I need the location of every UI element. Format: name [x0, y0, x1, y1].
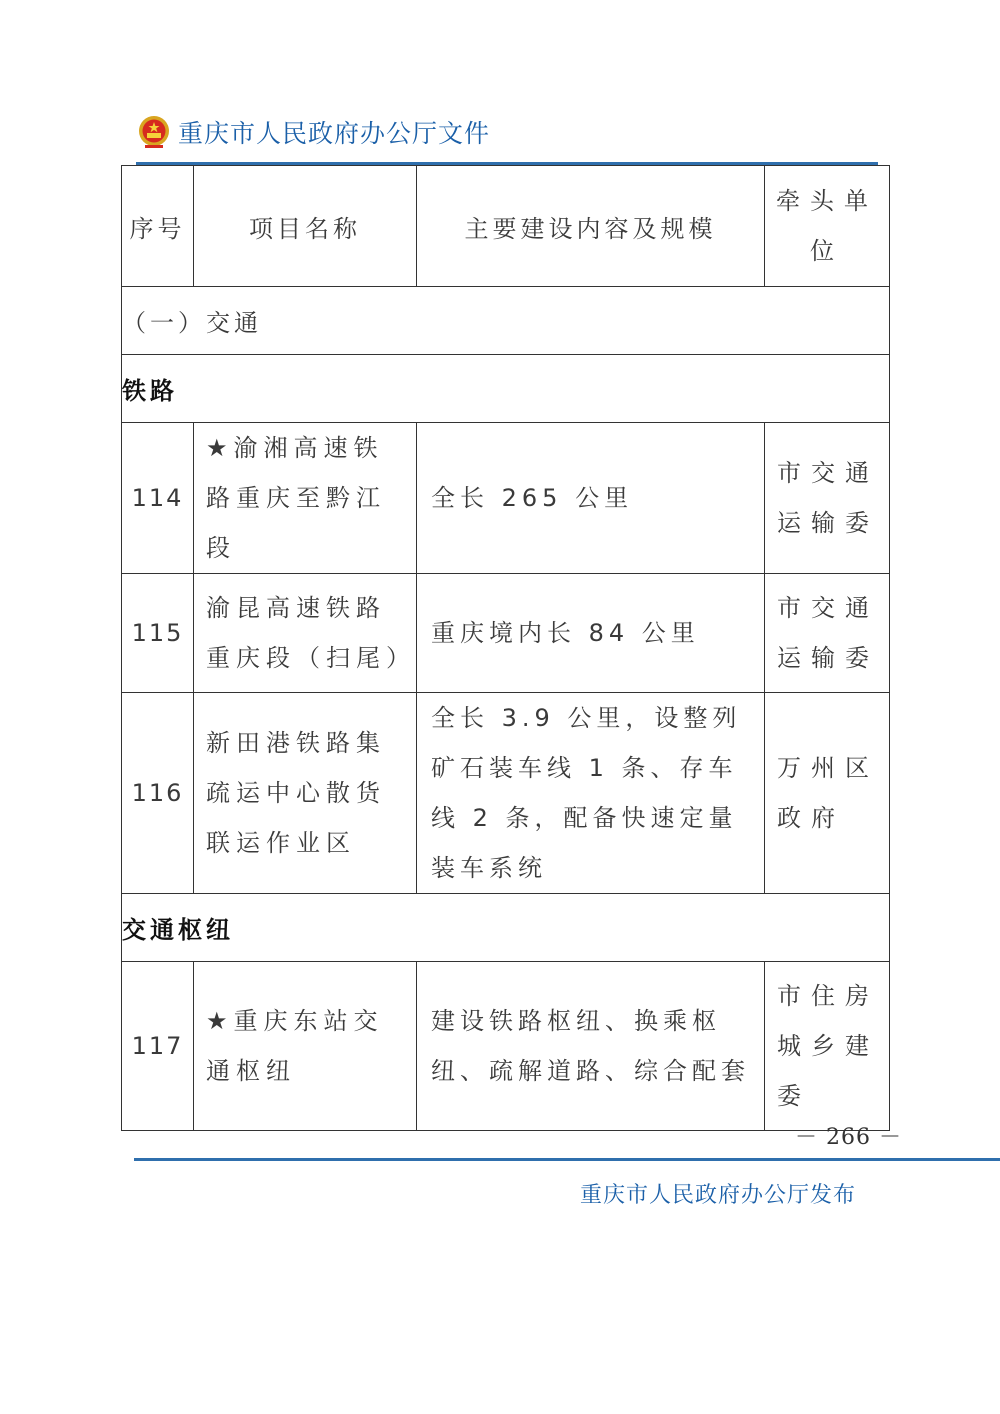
row-lead-unit: 市住房城乡建委: [765, 962, 890, 1131]
national-emblem-icon: [136, 114, 172, 150]
row-project-name: 新田港铁路集疏运中心散货联运作业区: [194, 693, 417, 894]
category-row: [122, 287, 890, 355]
category-label: （一）交通: [122, 287, 890, 355]
row-index: 116: [122, 693, 194, 894]
row-index: 114: [122, 423, 194, 574]
footer-divider: [134, 1158, 1000, 1161]
subcategory-row: [122, 355, 890, 423]
column-header-lead-unit: 牵头单位: [765, 166, 890, 287]
row-index: 117: [122, 962, 194, 1131]
subcategory-label-railway: 铁路: [122, 355, 890, 423]
row-project-name: ★重庆东站交通枢纽: [194, 962, 417, 1131]
row-project-name: 渝昆高速铁路重庆段（扫尾）: [194, 574, 417, 693]
table-row: [122, 962, 890, 1131]
row-content: 重庆境内长 84 公里: [417, 574, 765, 693]
row-project-name: ★渝湘高速铁路重庆至黔江段: [194, 423, 417, 574]
row-index: 115: [122, 574, 194, 693]
row-lead-unit: 万州区政府: [765, 693, 890, 894]
publisher-label: 重庆市人民政府办公厅发布: [580, 1183, 857, 1208]
table-header-row: [122, 166, 890, 287]
table-row: [122, 423, 890, 574]
row-lead-unit: 市交通运输委: [765, 423, 890, 574]
subcategory-label-hub: 交通枢纽: [122, 894, 890, 962]
row-lead-unit: 市交通运输委: [765, 574, 890, 693]
header-title: 重庆市人民政府办公厅文件: [178, 119, 491, 148]
row-content: 全长 3.9 公里，设整列矿石装车线 1 条、存车线 2 条，配备快速定量装车系统: [417, 693, 765, 894]
projects-table: [121, 165, 890, 1131]
page-number: － 266 －: [795, 1125, 902, 1150]
column-header-index: 序号: [122, 166, 194, 287]
subcategory-row: [122, 894, 890, 962]
table-row: [122, 574, 890, 693]
table-row: [122, 693, 890, 894]
row-content: 建设铁路枢纽、换乘枢纽、疏解道路、综合配套: [417, 962, 765, 1131]
row-content: 全长 265 公里: [417, 423, 765, 574]
column-header-content: 主要建设内容及规模: [417, 166, 765, 287]
column-header-name: 项目名称: [194, 166, 417, 287]
document-header: [136, 108, 490, 156]
